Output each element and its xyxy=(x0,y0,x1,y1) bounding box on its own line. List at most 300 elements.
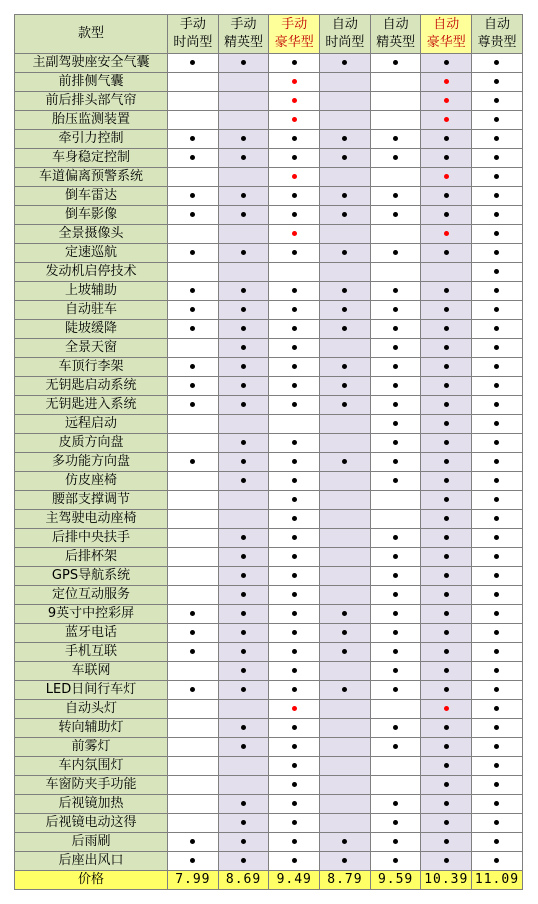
feature-cell xyxy=(421,548,472,567)
feature-name: 胎压监测装置 xyxy=(15,111,168,130)
feature-cell xyxy=(320,757,371,776)
feature-cell xyxy=(168,624,219,643)
dot-icon xyxy=(494,497,499,502)
feature-cell xyxy=(269,586,320,605)
feature-cell xyxy=(168,415,219,434)
feature-row xyxy=(15,605,523,624)
dot-icon xyxy=(494,326,499,331)
feature-row xyxy=(15,263,523,282)
feature-row xyxy=(15,453,523,472)
red-dot-icon xyxy=(444,98,449,103)
feature-row xyxy=(15,92,523,111)
dot-icon xyxy=(444,782,449,787)
feature-cell xyxy=(218,396,269,415)
dot-icon xyxy=(342,155,347,160)
feature-cell xyxy=(370,643,421,662)
dot-icon xyxy=(444,858,449,863)
dot-icon xyxy=(292,516,297,521)
feature-cell xyxy=(168,776,219,795)
feature-row xyxy=(15,301,523,320)
feature-cell xyxy=(370,681,421,700)
feature-cell xyxy=(320,149,371,168)
dot-icon xyxy=(241,535,246,540)
dot-icon xyxy=(241,136,246,141)
dot-icon xyxy=(292,858,297,863)
feature-cell xyxy=(269,149,320,168)
dot-icon xyxy=(393,668,398,673)
feature-cell xyxy=(168,187,219,206)
feature-cell xyxy=(218,453,269,472)
feature-cell xyxy=(168,434,219,453)
dot-icon xyxy=(444,212,449,217)
dot-icon xyxy=(444,155,449,160)
dot-icon xyxy=(292,288,297,293)
dot-icon xyxy=(494,687,499,692)
feature-row xyxy=(15,681,523,700)
feature-cell xyxy=(320,396,371,415)
dot-icon xyxy=(393,554,398,559)
dot-icon xyxy=(444,668,449,673)
dot-icon xyxy=(444,592,449,597)
dot-icon xyxy=(292,763,297,768)
variant-trim: 时尚型 xyxy=(325,35,365,50)
dot-icon xyxy=(342,136,347,141)
dot-icon xyxy=(393,288,398,293)
dot-icon xyxy=(494,592,499,597)
dot-icon xyxy=(444,801,449,806)
feature-name: 车联网 xyxy=(15,662,168,681)
dot-icon xyxy=(444,193,449,198)
feature-cell xyxy=(218,662,269,681)
feature-cell xyxy=(370,168,421,187)
feature-row xyxy=(15,491,523,510)
dot-icon xyxy=(342,687,347,692)
feature-cell xyxy=(168,700,219,719)
feature-cell xyxy=(320,111,371,130)
feature-row xyxy=(15,795,523,814)
feature-row xyxy=(15,111,523,130)
feature-cell xyxy=(472,795,523,814)
feature-cell xyxy=(168,149,219,168)
feature-cell xyxy=(168,206,219,225)
dot-icon xyxy=(393,725,398,730)
dot-icon xyxy=(494,649,499,654)
feature-name: 远程启动 xyxy=(15,415,168,434)
dot-icon xyxy=(494,668,499,673)
dot-icon xyxy=(494,364,499,369)
feature-cell xyxy=(370,529,421,548)
dot-icon xyxy=(494,155,499,160)
dot-icon xyxy=(292,478,297,483)
feature-cell xyxy=(269,92,320,111)
feature-cell xyxy=(320,282,371,301)
feature-cell xyxy=(421,434,472,453)
feature-cell xyxy=(320,453,371,472)
red-dot-icon xyxy=(292,231,297,236)
dot-icon xyxy=(494,782,499,787)
feature-cell xyxy=(472,92,523,111)
dot-icon xyxy=(444,573,449,578)
feature-name: 倒车影像 xyxy=(15,206,168,225)
feature-cell xyxy=(370,833,421,852)
dot-icon xyxy=(292,725,297,730)
feature-cell xyxy=(320,529,371,548)
feature-cell xyxy=(168,814,219,833)
dot-icon xyxy=(444,364,449,369)
feature-cell xyxy=(320,73,371,92)
feature-cell xyxy=(269,662,320,681)
feature-name: 发动机启停技术 xyxy=(15,263,168,282)
price-value: 9.49 xyxy=(269,871,320,890)
feature-cell xyxy=(370,719,421,738)
feature-cell xyxy=(218,472,269,491)
variant-trim: 精英型 xyxy=(376,35,416,50)
feature-cell xyxy=(320,833,371,852)
feature-row xyxy=(15,320,523,339)
dot-icon xyxy=(444,763,449,768)
feature-cell xyxy=(320,434,371,453)
dot-icon xyxy=(190,250,195,255)
feature-cell xyxy=(218,377,269,396)
feature-cell xyxy=(218,700,269,719)
feature-cell xyxy=(269,681,320,700)
feature-cell xyxy=(218,206,269,225)
feature-cell xyxy=(320,624,371,643)
dot-icon xyxy=(494,611,499,616)
feature-cell xyxy=(269,491,320,510)
feature-cell xyxy=(421,491,472,510)
dot-icon xyxy=(444,478,449,483)
feature-cell xyxy=(472,130,523,149)
dot-icon xyxy=(393,60,398,65)
feature-cell xyxy=(168,339,219,358)
dot-icon xyxy=(241,611,246,616)
dot-icon xyxy=(494,801,499,806)
feature-cell xyxy=(370,225,421,244)
dot-icon xyxy=(190,649,195,654)
red-dot-icon xyxy=(292,117,297,122)
feature-cell xyxy=(218,54,269,73)
feature-row xyxy=(15,472,523,491)
feature-cell xyxy=(421,472,472,491)
feature-cell xyxy=(370,244,421,263)
feature-cell xyxy=(168,586,219,605)
dot-icon xyxy=(444,497,449,502)
dot-icon xyxy=(444,839,449,844)
dot-icon xyxy=(393,136,398,141)
feature-cell xyxy=(472,814,523,833)
dot-icon xyxy=(342,630,347,635)
feature-cell xyxy=(472,491,523,510)
dot-icon xyxy=(342,288,347,293)
feature-name: 自动头灯 xyxy=(15,700,168,719)
variant-transmission: 手动 xyxy=(230,17,257,32)
feature-cell xyxy=(269,282,320,301)
feature-cell xyxy=(421,757,472,776)
dot-icon xyxy=(292,535,297,540)
feature-cell xyxy=(472,738,523,757)
feature-cell xyxy=(320,472,371,491)
dot-icon xyxy=(241,573,246,578)
feature-cell xyxy=(269,415,320,434)
feature-row xyxy=(15,833,523,852)
dot-icon xyxy=(393,478,398,483)
dot-icon xyxy=(444,383,449,388)
dot-icon xyxy=(444,402,449,407)
feature-cell xyxy=(370,624,421,643)
feature-cell xyxy=(370,149,421,168)
dot-icon xyxy=(241,193,246,198)
feature-cell xyxy=(320,776,371,795)
feature-cell xyxy=(370,586,421,605)
feature-row xyxy=(15,624,523,643)
red-dot-icon xyxy=(444,706,449,711)
dot-icon xyxy=(494,744,499,749)
feature-name: 车身稳定控制 xyxy=(15,149,168,168)
feature-cell xyxy=(269,624,320,643)
feature-row xyxy=(15,244,523,263)
feature-row xyxy=(15,396,523,415)
feature-cell xyxy=(269,719,320,738)
dot-icon xyxy=(393,459,398,464)
feature-row xyxy=(15,225,523,244)
feature-name: 后座出风口 xyxy=(15,852,168,871)
feature-cell xyxy=(421,605,472,624)
feature-row xyxy=(15,358,523,377)
feature-cell xyxy=(320,225,371,244)
feature-cell xyxy=(421,795,472,814)
feature-cell xyxy=(421,776,472,795)
dot-icon xyxy=(292,440,297,445)
feature-name: 牵引力控制 xyxy=(15,130,168,149)
feature-name: 陡坡缓降 xyxy=(15,320,168,339)
feature-cell xyxy=(421,719,472,738)
dot-icon xyxy=(292,60,297,65)
feature-cell xyxy=(421,681,472,700)
variant-header xyxy=(370,15,421,54)
feature-cell xyxy=(370,396,421,415)
dot-icon xyxy=(342,459,347,464)
feature-cell xyxy=(472,757,523,776)
feature-cell xyxy=(168,472,219,491)
feature-cell xyxy=(320,358,371,377)
dot-icon xyxy=(292,744,297,749)
feature-cell xyxy=(269,833,320,852)
feature-cell xyxy=(269,548,320,567)
feature-name: 蓝牙电话 xyxy=(15,624,168,643)
feature-cell xyxy=(168,244,219,263)
feature-row xyxy=(15,548,523,567)
feature-cell xyxy=(421,852,472,871)
dot-icon xyxy=(342,326,347,331)
dot-icon xyxy=(292,820,297,825)
dot-icon xyxy=(241,383,246,388)
price-row xyxy=(15,871,523,890)
dot-icon xyxy=(241,250,246,255)
feature-cell xyxy=(370,700,421,719)
feature-name: 9英寸中控彩屏 xyxy=(15,605,168,624)
feature-cell xyxy=(472,700,523,719)
dot-icon xyxy=(190,459,195,464)
dot-icon xyxy=(292,668,297,673)
feature-name: 后排中央扶手 xyxy=(15,529,168,548)
dot-icon xyxy=(241,820,246,825)
dot-icon xyxy=(393,858,398,863)
feature-cell xyxy=(370,548,421,567)
feature-name: 全景天窗 xyxy=(15,339,168,358)
feature-name: 仿皮座椅 xyxy=(15,472,168,491)
feature-cell xyxy=(472,567,523,586)
dot-icon xyxy=(494,706,499,711)
feature-row xyxy=(15,757,523,776)
feature-cell xyxy=(320,377,371,396)
dot-icon xyxy=(292,136,297,141)
dot-icon xyxy=(393,440,398,445)
dot-icon xyxy=(241,459,246,464)
dot-icon xyxy=(393,326,398,331)
feature-cell xyxy=(421,814,472,833)
feature-row xyxy=(15,643,523,662)
dot-icon xyxy=(292,801,297,806)
dot-icon xyxy=(241,649,246,654)
feature-cell xyxy=(168,757,219,776)
dot-icon xyxy=(292,573,297,578)
dot-icon xyxy=(292,193,297,198)
dot-icon xyxy=(241,478,246,483)
feature-cell xyxy=(269,510,320,529)
feature-cell xyxy=(472,377,523,396)
price-value: 8.79 xyxy=(320,871,371,890)
feature-cell xyxy=(269,187,320,206)
dot-icon xyxy=(393,839,398,844)
dot-icon xyxy=(292,649,297,654)
feature-row xyxy=(15,168,523,187)
dot-icon xyxy=(444,136,449,141)
dot-icon xyxy=(494,535,499,540)
dot-icon xyxy=(444,630,449,635)
feature-cell xyxy=(472,472,523,491)
feature-cell xyxy=(421,396,472,415)
feature-name: 车顶行李架 xyxy=(15,358,168,377)
variant-header xyxy=(472,15,523,54)
feature-cell xyxy=(472,662,523,681)
dot-icon xyxy=(292,554,297,559)
feature-cell xyxy=(320,130,371,149)
feature-name: 后视镜电动这得 xyxy=(15,814,168,833)
dot-icon xyxy=(342,402,347,407)
feature-cell xyxy=(320,586,371,605)
red-dot-icon xyxy=(444,117,449,122)
feature-cell xyxy=(370,301,421,320)
feature-cell xyxy=(218,757,269,776)
feature-name: 前雾灯 xyxy=(15,738,168,757)
dot-icon xyxy=(190,288,195,293)
feature-cell xyxy=(370,92,421,111)
dot-icon xyxy=(241,212,246,217)
feature-cell xyxy=(421,567,472,586)
feature-cell xyxy=(370,852,421,871)
feature-cell xyxy=(218,187,269,206)
feature-cell xyxy=(421,187,472,206)
feature-cell xyxy=(472,624,523,643)
feature-cell xyxy=(269,320,320,339)
dot-icon xyxy=(494,383,499,388)
feature-cell xyxy=(218,719,269,738)
dot-icon xyxy=(494,212,499,217)
feature-row xyxy=(15,149,523,168)
feature-cell xyxy=(218,73,269,92)
feature-cell xyxy=(218,491,269,510)
feature-name: 转向辅助灯 xyxy=(15,719,168,738)
feature-cell xyxy=(269,339,320,358)
feature-cell xyxy=(421,263,472,282)
dot-icon xyxy=(241,592,246,597)
dot-icon xyxy=(494,288,499,293)
feature-cell xyxy=(269,776,320,795)
feature-cell xyxy=(218,168,269,187)
red-dot-icon xyxy=(292,79,297,84)
red-dot-icon xyxy=(444,174,449,179)
feature-cell xyxy=(320,605,371,624)
feature-cell xyxy=(168,320,219,339)
dot-icon xyxy=(444,725,449,730)
feature-cell xyxy=(472,529,523,548)
dot-icon xyxy=(494,725,499,730)
feature-cell xyxy=(370,130,421,149)
dot-icon xyxy=(342,364,347,369)
header-row xyxy=(15,15,523,54)
dot-icon xyxy=(342,611,347,616)
feature-cell xyxy=(218,510,269,529)
feature-cell xyxy=(472,73,523,92)
dot-icon xyxy=(241,554,246,559)
feature-row xyxy=(15,738,523,757)
feature-cell xyxy=(472,681,523,700)
feature-cell xyxy=(472,415,523,434)
dot-icon xyxy=(494,402,499,407)
dot-icon xyxy=(393,744,398,749)
feature-cell xyxy=(421,339,472,358)
feature-cell xyxy=(320,795,371,814)
feature-cell xyxy=(320,339,371,358)
feature-cell xyxy=(269,738,320,757)
dot-icon xyxy=(342,839,347,844)
price-value: 7.99 xyxy=(168,871,219,890)
feature-row xyxy=(15,434,523,453)
dot-icon xyxy=(190,212,195,217)
dot-icon xyxy=(190,193,195,198)
feature-cell xyxy=(421,643,472,662)
dot-icon xyxy=(444,288,449,293)
feature-cell xyxy=(168,168,219,187)
feature-cell xyxy=(168,662,219,681)
feature-cell xyxy=(218,320,269,339)
feature-row xyxy=(15,510,523,529)
feature-cell xyxy=(168,111,219,130)
dot-icon xyxy=(190,383,195,388)
price-value: 11.09 xyxy=(472,871,523,890)
feature-cell xyxy=(269,244,320,263)
feature-cell xyxy=(421,301,472,320)
feature-cell xyxy=(269,605,320,624)
feature-row xyxy=(15,776,523,795)
feature-cell xyxy=(168,130,219,149)
variant-header xyxy=(218,15,269,54)
feature-cell xyxy=(370,472,421,491)
dot-icon xyxy=(393,535,398,540)
feature-name: 后排杯架 xyxy=(15,548,168,567)
feature-cell xyxy=(370,320,421,339)
